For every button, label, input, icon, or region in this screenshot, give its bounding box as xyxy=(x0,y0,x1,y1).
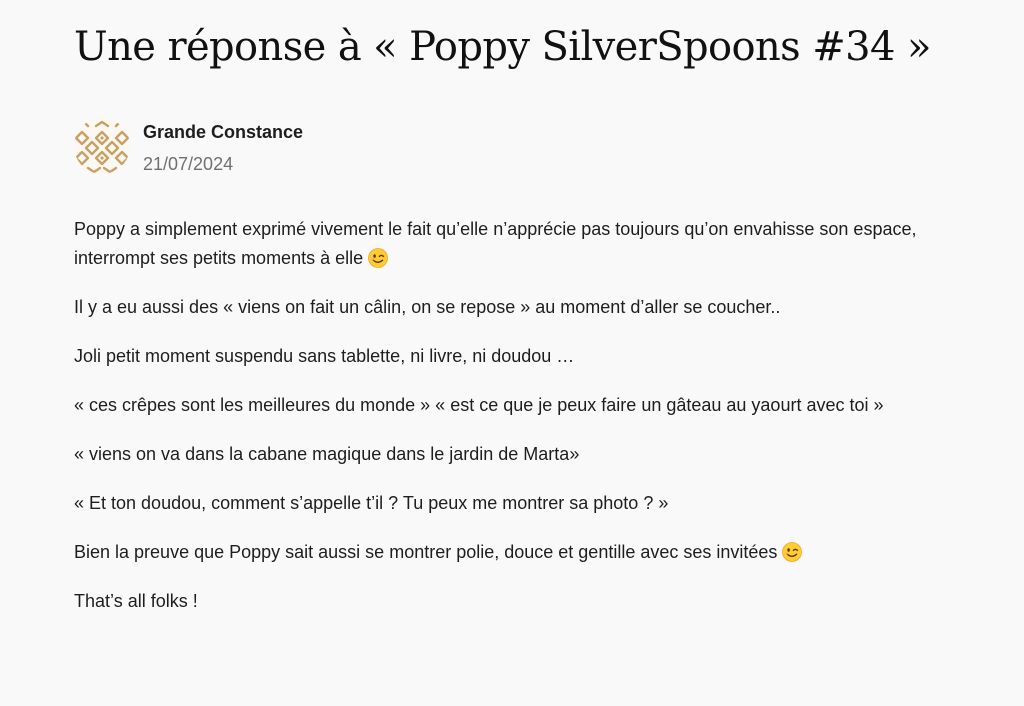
comment-paragraph: Joli petit moment suspendu sans tablette, ni livre, ni doudou … xyxy=(74,346,575,366)
comments-title: Une réponse à « Poppy SilverSpoons #34 » xyxy=(74,24,931,70)
comment-paragraph: « ces crêpes sont les meilleures du monde » « est ce que je peux faire un gâteau au yaourt avec toi » xyxy=(74,395,884,415)
comment-paragraph: Il y a eu aussi des « viens on fait un câlin, on se repose » au moment d’aller se coucher.. xyxy=(74,297,781,317)
comment-paragraph: « viens on va dans la cabane magique dans le jardin de Marta» xyxy=(74,444,580,464)
geometric-pattern-avatar-icon xyxy=(74,118,130,174)
comment-meta xyxy=(74,118,994,178)
comment-paragraph: « Et ton doudou, comment s’appelle t’il ? Tu peux me montrer sa photo ? » xyxy=(74,493,669,513)
comment-content xyxy=(74,215,994,616)
comment xyxy=(74,118,994,616)
winking-face-icon xyxy=(368,248,388,268)
avatar xyxy=(74,118,130,174)
comment-author[interactable]: Grande Constance xyxy=(143,122,304,142)
comment-paragraph: That’s all folks ! xyxy=(74,591,198,611)
comment-date[interactable]: 21/07/2024 xyxy=(143,154,234,174)
comment-paragraph: Bien la preuve que Poppy sait aussi se montrer polie, douce et gentille avec ses invitées xyxy=(74,538,994,567)
winking-face-icon xyxy=(782,542,802,562)
comment-paragraph: Poppy a simplement exprimé vivement le fait qu’elle n’apprécie pas toujours qu’on envahisse son espace, interrompt ses petits moments à elle xyxy=(74,219,917,268)
comments-section xyxy=(74,18,994,636)
